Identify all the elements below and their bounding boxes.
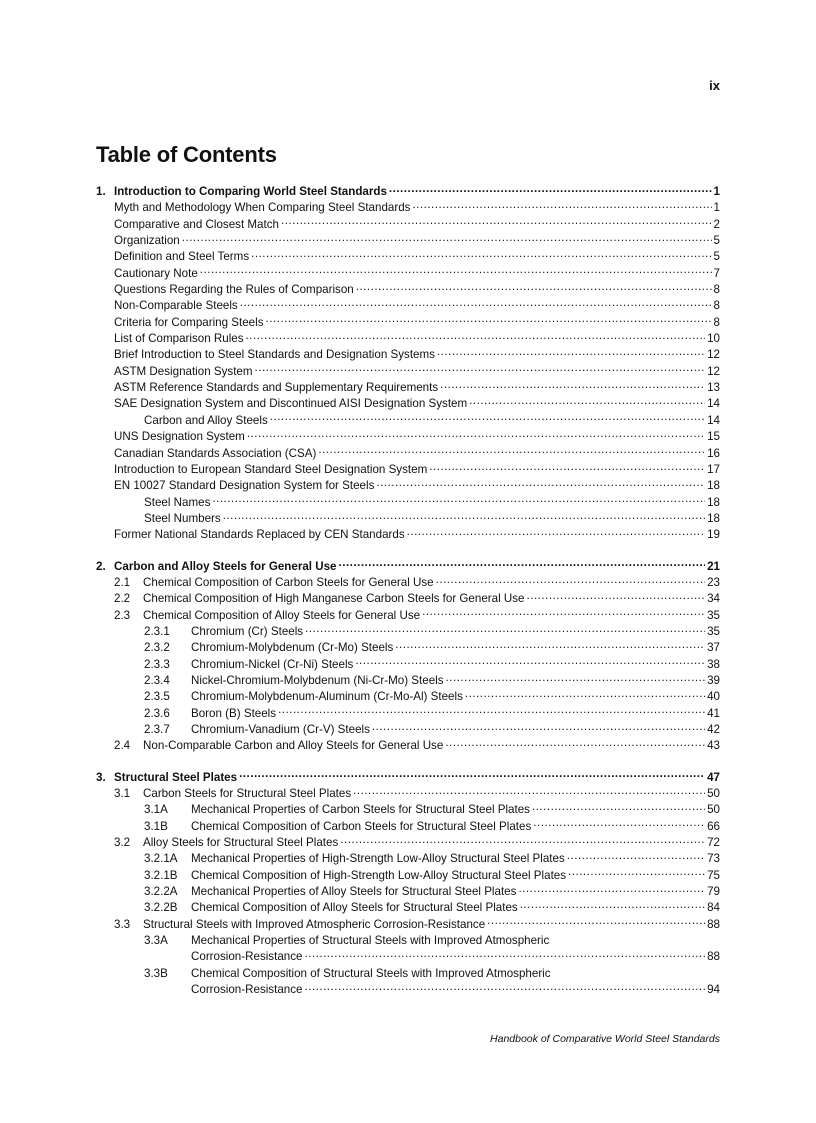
toc-subentry[interactable] — [96, 640, 720, 656]
dot-leader — [518, 884, 705, 895]
entry-title: Non-Comparable Steels — [114, 299, 238, 313]
dot-leader — [255, 364, 706, 375]
chapter-title: Carbon and Alloy Steels for General Use — [114, 559, 337, 573]
entry-title: Brief Introduction to Steel Standards and Designation Systems — [114, 348, 435, 362]
dot-leader — [356, 282, 712, 293]
toc-entry[interactable] — [96, 575, 720, 591]
page-ref: 38 — [707, 657, 720, 671]
entry-title: Chromium-Nickel (Cr-Ni) Steels — [191, 657, 354, 671]
toc-subentry[interactable] — [96, 966, 720, 982]
dot-leader — [340, 835, 705, 846]
entry-title-continuation: Corrosion-Resistance — [191, 950, 303, 964]
entry-title: Boron (B) Steels — [191, 706, 277, 720]
page-ref: 2 — [713, 217, 720, 231]
page-ref: 42 — [707, 723, 720, 736]
dot-leader — [281, 217, 712, 228]
page-ref: 1 — [713, 201, 720, 215]
entry-title: Steel Numbers — [144, 511, 221, 525]
entry-number: 3.2.1A — [144, 852, 178, 866]
dot-leader — [239, 770, 705, 781]
dot-leader — [240, 298, 712, 309]
page-ref: 35 — [707, 608, 720, 622]
entry-title: Criteria for Comparing Steels — [114, 315, 264, 329]
dot-leader — [200, 266, 712, 277]
page-ref: 39 — [707, 673, 720, 687]
page-ref: 18 — [707, 495, 720, 509]
page-ref: 14 — [707, 397, 720, 411]
running-footer: Handbook of Comparative World Steel Standards — [490, 1033, 720, 1045]
entry-number: 3.2.2B — [144, 901, 178, 915]
toc-subentry[interactable] — [96, 802, 720, 818]
toc-chapter-1[interactable] — [96, 184, 720, 200]
dot-leader — [304, 949, 705, 960]
page-ref: 47 — [707, 770, 720, 784]
entry-number: 2.3.6 — [144, 706, 170, 720]
toc-entry[interactable] — [96, 527, 720, 543]
entry-number: 2.1 — [114, 575, 131, 589]
entry-number: 3.3 — [114, 917, 131, 931]
toc-entry[interactable] — [96, 917, 720, 933]
entry-title: Former National Standards Replaced by CEN Standards — [114, 528, 405, 542]
page-ref: 21 — [707, 559, 720, 573]
dot-leader — [465, 689, 705, 700]
dot-leader — [532, 802, 705, 813]
dot-leader — [567, 851, 705, 862]
dot-leader — [355, 657, 705, 668]
page-ref: 34 — [707, 592, 720, 606]
entry-title: UNS Designation System — [114, 430, 245, 444]
dot-leader — [412, 200, 711, 211]
dot-leader — [318, 446, 705, 457]
chapter-title: Structural Steel Plates — [114, 770, 238, 784]
page-ref: 5 — [713, 234, 720, 248]
toc-subentry[interactable] — [96, 900, 720, 916]
page-ref: 75 — [707, 868, 720, 882]
chapter-title: Introduction to Comparing World Steel Standards — [114, 185, 387, 198]
toc-entry[interactable] — [96, 217, 720, 233]
page-ref: 15 — [707, 430, 720, 444]
entry-number: 2.3.4 — [144, 673, 170, 687]
page-number: ix — [709, 78, 720, 93]
entry-title: Chromium-Molybdenum-Aluminum (Cr-Mo-Al) Steels — [191, 690, 463, 704]
entry-title-continuation: Corrosion-Resistance — [191, 983, 303, 997]
entry-title: Chemical Composition of Structural Steels with Improved Atmospheric — [191, 966, 551, 980]
chapter-number: 2. — [96, 559, 106, 573]
entry-number: 2.3 — [114, 608, 131, 622]
page-ref: 12 — [707, 348, 720, 362]
dot-leader — [487, 917, 705, 928]
toc-entry[interactable] — [96, 835, 720, 851]
toc-subentry[interactable] — [96, 819, 720, 835]
dot-leader — [520, 900, 705, 911]
entry-title: SAE Designation System and Discontinued AISI Designation System — [114, 397, 468, 411]
dot-leader — [305, 624, 705, 635]
toc-chapter-2[interactable] — [96, 559, 720, 575]
page-ref: 8 — [713, 299, 720, 313]
entry-title: Questions Regarding the Rules of Comparison — [114, 283, 354, 297]
toc-entry[interactable] — [96, 282, 720, 298]
page-ref: 18 — [707, 479, 720, 493]
page-ref: 35 — [707, 624, 720, 638]
dot-leader — [339, 559, 706, 570]
page-title: Table of Contents — [96, 142, 277, 167]
toc-subentry[interactable] — [96, 413, 720, 429]
entry-number: 3.1 — [114, 787, 131, 801]
dot-leader — [372, 722, 705, 733]
dot-leader — [445, 738, 705, 749]
toc-subentry[interactable] — [96, 495, 720, 511]
entry-title: Carbon Steels for Structural Steel Plates — [143, 787, 352, 801]
dot-leader — [437, 347, 705, 358]
entry-title: Chemical Composition of Alloy Steels for General Use — [143, 608, 421, 622]
toc-subentry[interactable] — [96, 511, 720, 527]
toc-entry[interactable] — [96, 266, 720, 282]
entry-title: Mechanical Properties of High-Strength Low-Alloy Structural Steel Plates — [191, 852, 565, 866]
dot-leader — [429, 462, 705, 473]
toc-subentry[interactable] — [96, 884, 720, 900]
entry-title: Steel Names — [144, 495, 211, 509]
entry-title: Nickel-Chromium-Molybdenum (Ni-Cr-Mo) Steels — [191, 673, 444, 687]
entry-number: 3.2.2A — [144, 885, 178, 899]
page-ref: 23 — [707, 575, 720, 589]
toc-entry[interactable] — [96, 249, 720, 265]
entry-title: Chromium-Molybdenum (Cr-Mo) Steels — [191, 641, 394, 655]
chapter-number: 3. — [96, 770, 106, 784]
dot-leader — [304, 982, 705, 993]
toc-entry[interactable] — [96, 298, 720, 314]
page-ref: 13 — [707, 381, 720, 395]
dot-leader — [270, 413, 705, 424]
entry-title: Chemical Composition of Carbon Steels for Structural Steel Plates — [191, 819, 532, 833]
dot-leader — [395, 640, 705, 651]
toc-entry[interactable] — [96, 315, 720, 331]
entry-number: 2.4 — [114, 739, 131, 753]
dot-leader — [266, 315, 712, 326]
section-spacer — [96, 755, 720, 770]
entry-title: Non-Comparable Carbon and Alloy Steels for General Use — [143, 739, 444, 753]
entry-title: Structural Steels with Improved Atmospheric Corrosion-Resistance — [143, 917, 486, 931]
dot-leader — [278, 706, 705, 717]
dot-leader — [533, 819, 705, 830]
entry-title: ASTM Designation System — [114, 364, 253, 378]
page-ref: 50 — [707, 803, 720, 817]
dot-leader — [182, 233, 712, 244]
toc-subentry[interactable] — [96, 706, 720, 722]
toc-entry[interactable] — [96, 233, 720, 249]
entry-title: Myth and Methodology When Comparing Steel Standards — [114, 201, 411, 215]
toc-entry[interactable] — [96, 738, 720, 754]
dot-leader — [212, 495, 705, 506]
toc-subentry[interactable] — [96, 933, 720, 949]
entry-number: 3.3A — [144, 934, 168, 948]
dot-leader — [223, 511, 705, 522]
toc-subentry-continuation[interactable] — [96, 949, 720, 965]
toc-subentry[interactable] — [96, 868, 720, 884]
toc-subentry[interactable] — [96, 722, 720, 738]
section-spacer — [96, 544, 720, 559]
page-ref: 66 — [707, 819, 720, 833]
page-ref: 10 — [707, 332, 720, 346]
page-ref: 94 — [707, 983, 720, 997]
toc-subentry[interactable] — [96, 673, 720, 689]
entry-number: 3.3B — [144, 966, 168, 980]
page-ref: 40 — [707, 690, 720, 704]
entry-title: Mechanical Properties of Structural Steels with Improved Atmospheric — [191, 934, 550, 948]
page-ref: 79 — [707, 885, 720, 899]
entry-number: 3.1B — [144, 819, 168, 833]
page-ref: 14 — [707, 413, 720, 427]
page-ref: 72 — [707, 836, 720, 850]
toc-entry[interactable] — [96, 200, 720, 216]
entry-title: EN 10027 Standard Designation System for Steels — [114, 479, 375, 493]
dot-leader — [469, 396, 705, 407]
entry-number: 3.2 — [114, 836, 131, 850]
page-ref: 84 — [707, 901, 720, 915]
toc-subentry[interactable] — [96, 657, 720, 673]
page-ref: 41 — [707, 706, 720, 720]
dot-leader — [527, 591, 706, 602]
page-ref: 5 — [713, 250, 720, 264]
entry-title: Chemical Composition of Alloy Steels for Structural Steel Plates — [191, 901, 518, 915]
entry-title: Mechanical Properties of Carbon Steels for Structural Steel Plates — [191, 803, 530, 817]
dot-leader — [247, 429, 705, 440]
dot-leader — [251, 249, 711, 260]
toc-entry[interactable] — [96, 446, 720, 462]
page-ref: 12 — [707, 364, 720, 378]
page-ref: 8 — [713, 315, 720, 329]
page-ref: 50 — [707, 787, 720, 801]
toc-entry[interactable] — [96, 478, 720, 494]
toc-entry[interactable] — [96, 396, 720, 412]
toc-entry[interactable] — [96, 347, 720, 363]
entry-title: Introduction to European Standard Steel Designation System — [114, 462, 428, 476]
dot-leader — [440, 380, 705, 391]
page-ref: 88 — [707, 950, 720, 964]
entry-number: 2.3.3 — [144, 657, 170, 671]
page-ref: 16 — [707, 446, 720, 460]
dot-leader — [353, 786, 705, 797]
toc-entry[interactable] — [96, 591, 720, 607]
page-ref: 19 — [707, 528, 720, 542]
toc-entry[interactable] — [96, 786, 720, 802]
chapter-number: 1. — [96, 185, 106, 198]
page-ref: 43 — [707, 739, 720, 753]
page-ref: 17 — [707, 462, 720, 476]
page-ref: 73 — [707, 852, 720, 866]
entry-title: Canadian Standards Association (CSA) — [114, 446, 317, 460]
toc-subentry[interactable] — [96, 689, 720, 705]
entry-number: 2.3.2 — [144, 641, 170, 655]
dot-leader — [436, 575, 705, 586]
page-ref: 8 — [713, 283, 720, 297]
entry-number: 3.1A — [144, 803, 168, 817]
toc-subentry[interactable] — [96, 851, 720, 867]
entry-title: List of Comparison Rules — [114, 332, 244, 346]
entry-number: 2.3.7 — [144, 723, 170, 736]
entry-title: Organization — [114, 234, 180, 248]
toc-entry[interactable] — [96, 364, 720, 380]
entry-title: Cautionary Note — [114, 266, 198, 280]
dot-leader — [376, 478, 705, 489]
dot-leader — [422, 608, 705, 619]
page-ref: 37 — [707, 641, 720, 655]
toc-subentry[interactable] — [96, 624, 720, 640]
dot-leader — [246, 331, 706, 342]
dot-leader — [568, 868, 705, 879]
entry-title: Chemical Composition of High-Strength Low-Alloy Structural Steel Plates — [191, 868, 567, 882]
page-ref: 7 — [713, 266, 720, 280]
table-of-contents — [96, 184, 720, 999]
entry-number: 2.3.1 — [144, 624, 170, 638]
entry-title: Mechanical Properties of Alloy Steels for Structural Steel Plates — [191, 885, 517, 899]
toc-entry[interactable] — [96, 380, 720, 396]
entry-number: 3.2.1B — [144, 868, 178, 882]
entry-title: Carbon and Alloy Steels — [144, 413, 268, 427]
dot-leader — [407, 527, 705, 538]
entry-title: Chromium-Vanadium (Cr-V) Steels — [191, 723, 370, 736]
entry-title: Definition and Steel Terms — [114, 250, 250, 264]
entry-title: Chromium (Cr) Steels — [191, 624, 304, 638]
toc-entry[interactable] — [96, 331, 720, 347]
dot-leader — [446, 673, 706, 684]
toc-subentry-continuation[interactable] — [96, 982, 720, 998]
entry-title: Comparative and Closest Match — [114, 217, 279, 231]
page-ref: 88 — [707, 917, 720, 931]
entry-number: 2.2 — [114, 592, 131, 606]
toc-chapter-3[interactable] — [96, 770, 720, 786]
entry-title: Chemical Composition of High Manganese Carbon Steels for General Use — [143, 592, 525, 606]
entry-title: Alloy Steels for Structural Steel Plates — [143, 836, 339, 850]
page-ref: 18 — [707, 511, 720, 525]
page-ref: 1 — [713, 185, 720, 198]
toc-entry[interactable] — [96, 429, 720, 445]
dot-leader — [389, 184, 712, 195]
toc-entry[interactable] — [96, 462, 720, 478]
toc-entry[interactable] — [96, 608, 720, 624]
entry-title: ASTM Reference Standards and Supplementary Requirements — [114, 381, 439, 395]
entry-number: 2.3.5 — [144, 690, 170, 704]
entry-title: Chemical Composition of Carbon Steels for General Use — [143, 575, 434, 589]
